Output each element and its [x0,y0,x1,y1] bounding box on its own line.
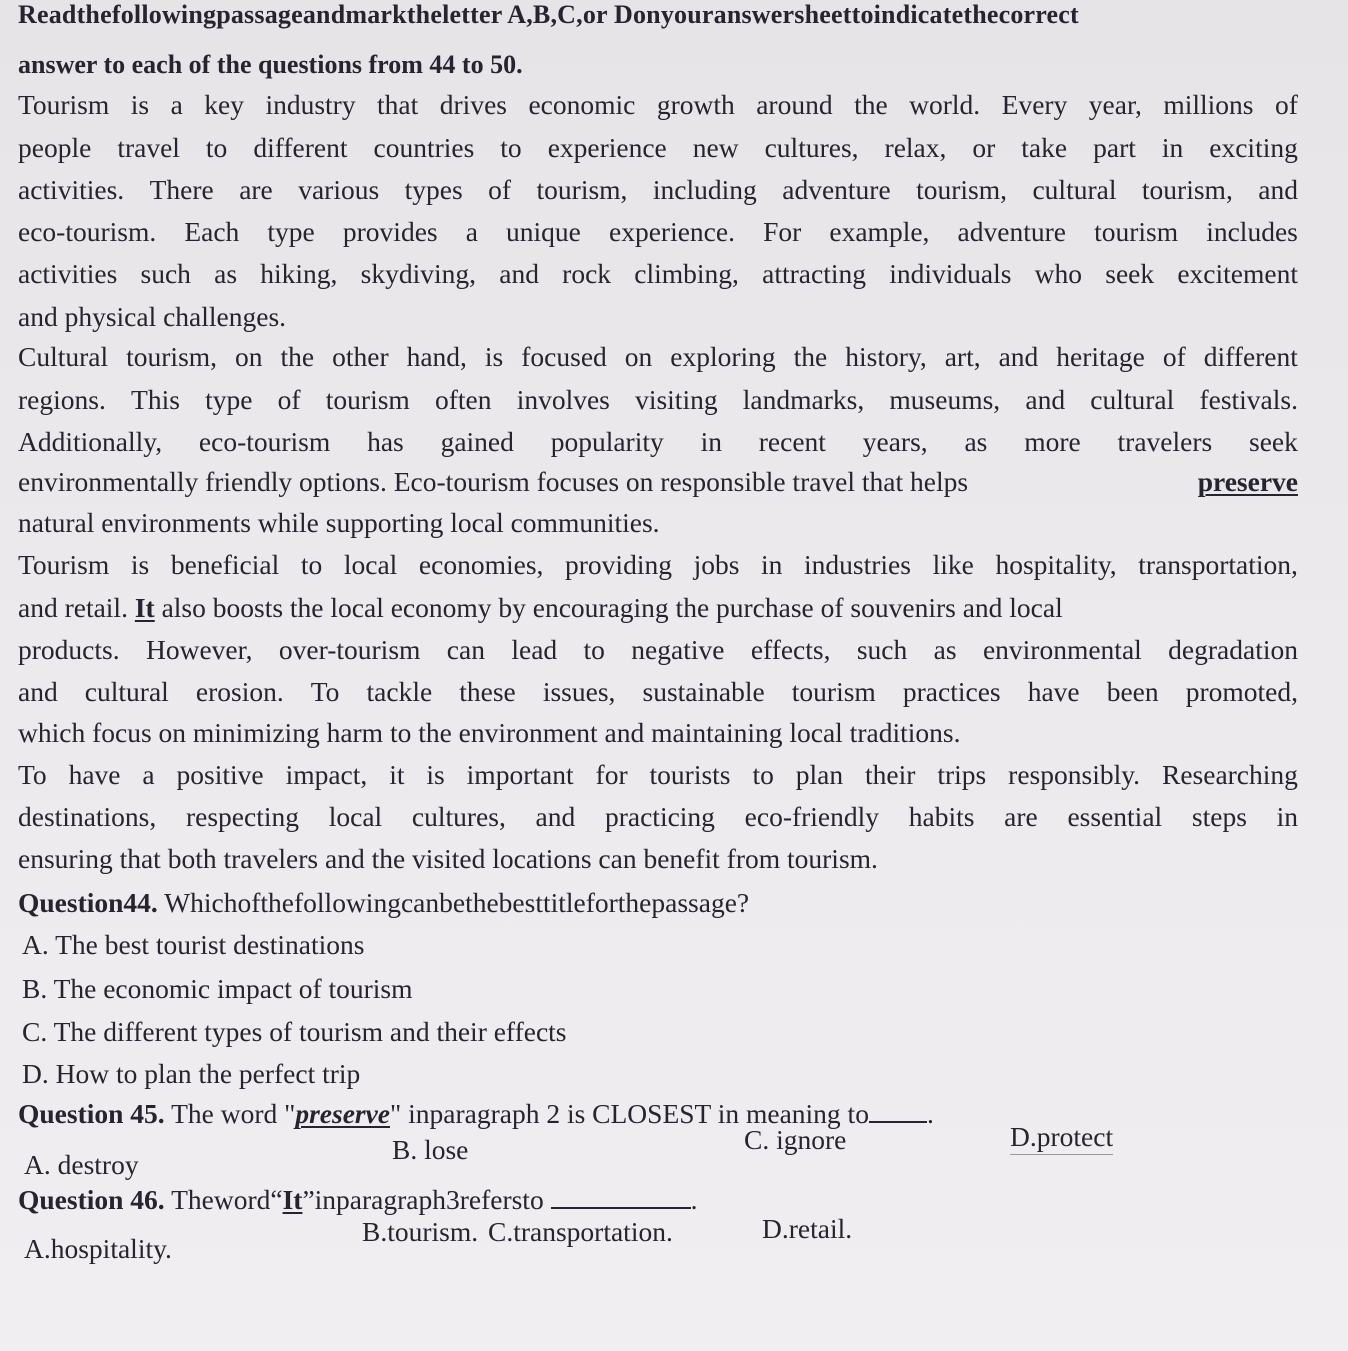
question-45-text-after: " inparagraph 2 is CLOSEST in meaning to [390,1098,869,1129]
answer-blank-46[interactable] [551,1187,691,1209]
p1-line-4: eco-tourism. Each type provides a unique experience. For example, adventure tourism includes [18,216,1298,247]
underlined-word-preserve: preserve [1197,466,1298,497]
question-46-tail: . [690,1184,698,1215]
answer-blank-45[interactable] [869,1101,927,1123]
q45-option-a[interactable]: A. destroy [24,1149,139,1180]
p3-line-1: Tourism is beneficial to local economies, providing jobs in industries like hospitality, transportation, [18,549,1298,580]
p2-line-3: Additionally, eco-tourism has gained popularity in recent years, as more travelers seek [18,426,1298,457]
p4-line-1: To have a positive impact, it is important for tourists to plan their trips responsibly. Researching [18,759,1298,790]
p1-line-3: activities. There are various types of tourism, including adventure tourism, cultural tourism, and [18,174,1298,205]
q46-option-a[interactable]: A.hospitality. [24,1233,172,1264]
underlined-word-it: It [134,592,155,623]
question-45-text-before: The word " [171,1098,296,1129]
p1-line-1: Tourism is a key industry that drives economic growth around the world. Every year, millions of [18,89,1298,120]
q44-option-b[interactable]: B. The economic impact of tourism [22,973,413,1004]
instructions-line-1: Readthefollowingpassageandmarktheletter A,B,C,or Donyouranswersheettoindicatethecorrect [18,0,1079,29]
p2-line-1: Cultural tourism, on the other hand, is focused on exploring the history, art, and heritage of different [18,341,1298,372]
p4-line-2: destinations, respecting local cultures, and practicing eco-friendly habits are essential steps in [18,801,1298,832]
question-46-word: It [282,1184,303,1215]
p3-line-2-rest: also boosts the local economy by encouraging the purchase of souvenirs and local [161,592,1063,623]
p1-line-6: and physical challenges. [18,301,287,332]
q45-option-b[interactable]: B. lose [392,1134,469,1165]
q44-option-a[interactable]: A. The best tourist destinations [22,929,365,960]
p2-line-4-text: environmentally friendly options. Eco-tourism focuses on responsible travel that helps [18,466,969,497]
p3-line-3: products. However, over-tourism can lead to negative effects, such as environmental degradation [18,634,1298,665]
q45-option-c[interactable]: C. ignore [744,1124,847,1155]
q45-option-d[interactable]: D.protect [1010,1120,1113,1155]
question-44 [18,886,749,920]
question-45-word: preserve [295,1098,391,1129]
question-46-label: Question 46. [18,1184,165,1215]
p2-line-4 [18,465,1298,499]
question-44-text: Whichofthefollowingcanbethebesttitleforthepassage? [164,887,750,918]
p2-line-5: natural environments while supporting local communities. [18,507,660,538]
question-46-text-before: Theword“ [171,1184,283,1215]
p3-line-5: which focus on minimizing harm to the environment and maintaining local traditions. [18,717,961,748]
p2-line-2: regions. This type of tourism often involves visiting landmarks, museums, and cultural festivals. [18,384,1298,415]
q46-option-d[interactable]: D.retail. [762,1213,853,1244]
p3-line-2 [18,591,1298,625]
q44-option-d[interactable]: D. How to plan the perfect trip [22,1058,361,1089]
q46-option-c[interactable]: C.transportation. [488,1216,673,1247]
question-45-tail: . [926,1098,934,1129]
p1-line-5: activities such as hiking, skydiving, and rock climbing, attracting individuals who seek excitement [18,258,1298,289]
p3-line-2-start: and retail. [18,592,128,623]
p4-line-3: ensuring that both travelers and the visited locations can benefit from tourism. [18,843,878,874]
question-46-text-after: ”inparagraph3refersto [302,1184,544,1215]
question-45-label: Question 45. [18,1098,165,1129]
p3-line-4: and cultural erosion. To tackle these issues, sustainable tourism practices have been promoted, [18,676,1298,707]
question-44-label: Question44. [18,887,158,918]
question-46 [18,1183,697,1217]
q46-option-b[interactable]: B.tourism. [362,1216,479,1247]
q44-option-c[interactable]: C. The different types of tourism and their effects [22,1016,567,1047]
p1-line-2: people travel to different countries to experience new cultures, relax, or take part in exciting [18,132,1298,163]
instructions-line-2: answer to each of the questions from 44 to 50. [18,50,523,79]
